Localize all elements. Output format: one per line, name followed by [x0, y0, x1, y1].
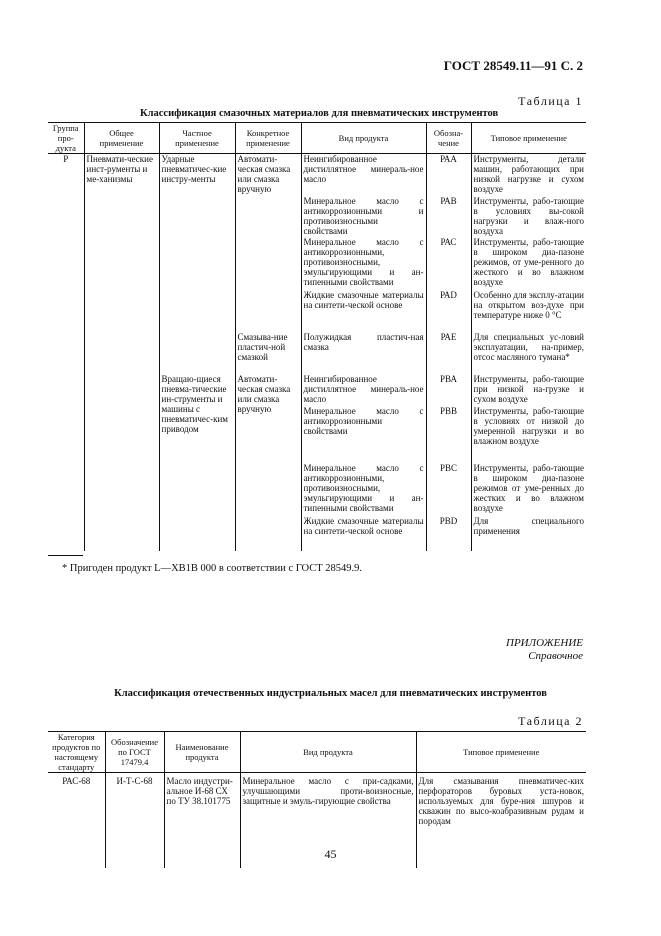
- t1-product-cell: Неингибированное дистиллятное минераль-ное масло: [301, 374, 426, 406]
- t2-use-cell: Для смазывания пневматичес-ких перфораторов буровых уста-новок, используемых для буре-ния шпуров и скважин по высо-коабразивным рудам и породам: [418, 776, 584, 826]
- t2-designation-cell: И-Т-С-68: [105, 773, 164, 869]
- table1-label: Таблица 1: [518, 94, 583, 108]
- table2-title: Классификация отечественных индустриальных масел для пневматических инструментов: [114, 688, 547, 699]
- t1-code-cell: РВС: [426, 463, 471, 516]
- t1-header-specific: Конкретное применение: [235, 123, 301, 154]
- t1-product-cell: Минеральное масло с антикоррозионными, противоизносными, эмульгирующими и ан-типенными свойствами: [301, 237, 426, 290]
- t1-general-cell: Пневмати-ческие инст-рументы и ме-ханизмы: [84, 154, 159, 551]
- t1-use-cell: Для специального применения: [473, 515, 584, 536]
- t1-use-cell: Инструменты, рабо-тающие в широком диа-пазоне режимов от уме-ренных до жестких и во влажном воздухе: [473, 462, 584, 513]
- t1-particular-cell: Вращаю-щиеся пневма-тические ин-струменты и машины с пневматичес-ким приводом: [159, 374, 235, 551]
- page-header: ГОСТ 28549.11—91 С. 2: [443, 58, 583, 73]
- t1-header-product: Вид продукта: [301, 123, 426, 154]
- t1-header-use: Типовое применение: [471, 123, 586, 154]
- t1-product-cell: Неингибированное дистиллятное минераль-ное масло: [301, 154, 426, 196]
- t1-specific-cell: Автомати-ческая смазка или смазка вручную: [235, 374, 301, 551]
- t1-product-cell: Минеральное масло с антикоррозионными свойствами: [301, 406, 426, 463]
- t1-code-cell: РВВ: [426, 406, 471, 463]
- table2-label: Таблица 2: [518, 714, 583, 728]
- t2-header-kind: Вид продукта: [240, 732, 416, 773]
- appendix-subtitle: Справочное: [528, 650, 583, 662]
- appendix-heading: [506, 637, 583, 663]
- t1-header-particular: Частное применение: [159, 123, 235, 154]
- t1-use-cell: Инструменты, рабо-тающие в условиях от низкой до умеренной нагрузки и во влажном воздухе: [473, 405, 584, 446]
- t1-header-group: Группа про-дукта: [48, 123, 84, 154]
- t1-header-code: Обозна-чение: [426, 123, 471, 154]
- t1-use-cell: Инструменты, рабо-тающие в широком диа-пазоне режимов, от уме-ренного до жесткого и во влажном воздухе: [473, 236, 584, 287]
- t1-use-cell: Для специальных ус-ловий эксплуатации, на-пример, отсос масляного тумана*: [473, 331, 584, 362]
- t1-group-cell: Р: [48, 154, 84, 551]
- t1-code-cell: РАВ: [426, 196, 471, 237]
- t2-name-cell: Масло индустри-альное И-68 СХ по ТУ 38.101775: [164, 773, 240, 869]
- t2-kind-cell: Минеральное масло с при-садками, улучшающими проти-воизносные, защитные и эмуль-гирующие свойства: [240, 773, 416, 869]
- t1-code-cell: РАD: [426, 290, 471, 332]
- t1-product-cell: Жидкие смазочные материалы на синтети-ческой основе: [301, 290, 426, 332]
- t1-code-cell: РВА: [426, 374, 471, 406]
- t2-category-cell: РАС-68: [48, 773, 105, 869]
- appendix-title: ПРИЛОЖЕНИЕ: [506, 637, 583, 649]
- page-number: 45: [324, 847, 337, 861]
- t2-header-use: Типовое применение: [416, 732, 586, 773]
- t2-header-category: Категория продуктов по настоящему стандарту: [48, 732, 105, 773]
- t1-use-cell: Инструменты, детали машин, работающих при низкой нагрузке и сухом воздухе: [473, 154, 584, 194]
- t1-specific-cell: Автомати-ческая смазка или смазка вручную: [235, 154, 301, 332]
- table1: [48, 122, 586, 551]
- t1-product-cell: Жидкие смазочные материалы на синтети-ческой основе: [301, 516, 426, 551]
- t1-product-cell: Полужидкая пластич-ная смазка: [301, 332, 426, 374]
- t1-code-cell: РАЕ: [426, 332, 471, 374]
- t1-product-cell: Минеральное масло с антикоррозионными, противоизносными, эмульгирующими и ан-типенными свойствами: [301, 463, 426, 516]
- t1-code-cell: РАА: [426, 154, 471, 196]
- t1-header-general: Общее применение: [84, 123, 159, 154]
- t2-header-designation: Обозначение по ГОСТ 17479.4: [105, 732, 164, 773]
- table1-title: Классификация смазочных материалов для пневматических инструментов: [140, 108, 499, 119]
- t1-specific-cell: Смазыва-ние пластич-ной смазкой: [235, 332, 301, 374]
- t1-particular-cell: Ударные пневматичес-кие инстру-менты: [159, 154, 235, 374]
- t2-header-name: Наименование продукта: [164, 732, 240, 773]
- t1-product-cell: Минеральное масло с антикоррозионными и противоизносными свойствами: [301, 196, 426, 237]
- t1-code-cell: PBD: [426, 516, 471, 551]
- footnote-divider: [48, 555, 83, 556]
- t1-use-cell: Инструменты, рабо-тающие при низкой на-грузке и сухом воздухе: [473, 373, 584, 404]
- t1-use-cell: Особенно для эксплу-атации на открытом воз-духе при температуре ниже 0 °С: [473, 289, 584, 320]
- t1-code-cell: РАС: [426, 237, 471, 290]
- footnote: * Пригоден продукт L—XB1B 000 в соответствии с ГОСТ 28549.9.: [62, 563, 363, 574]
- t1-use-cell: Инструменты, рабо-тающие в условиях вы-сокой нагрузки и влаж-ного воздуха: [473, 195, 584, 236]
